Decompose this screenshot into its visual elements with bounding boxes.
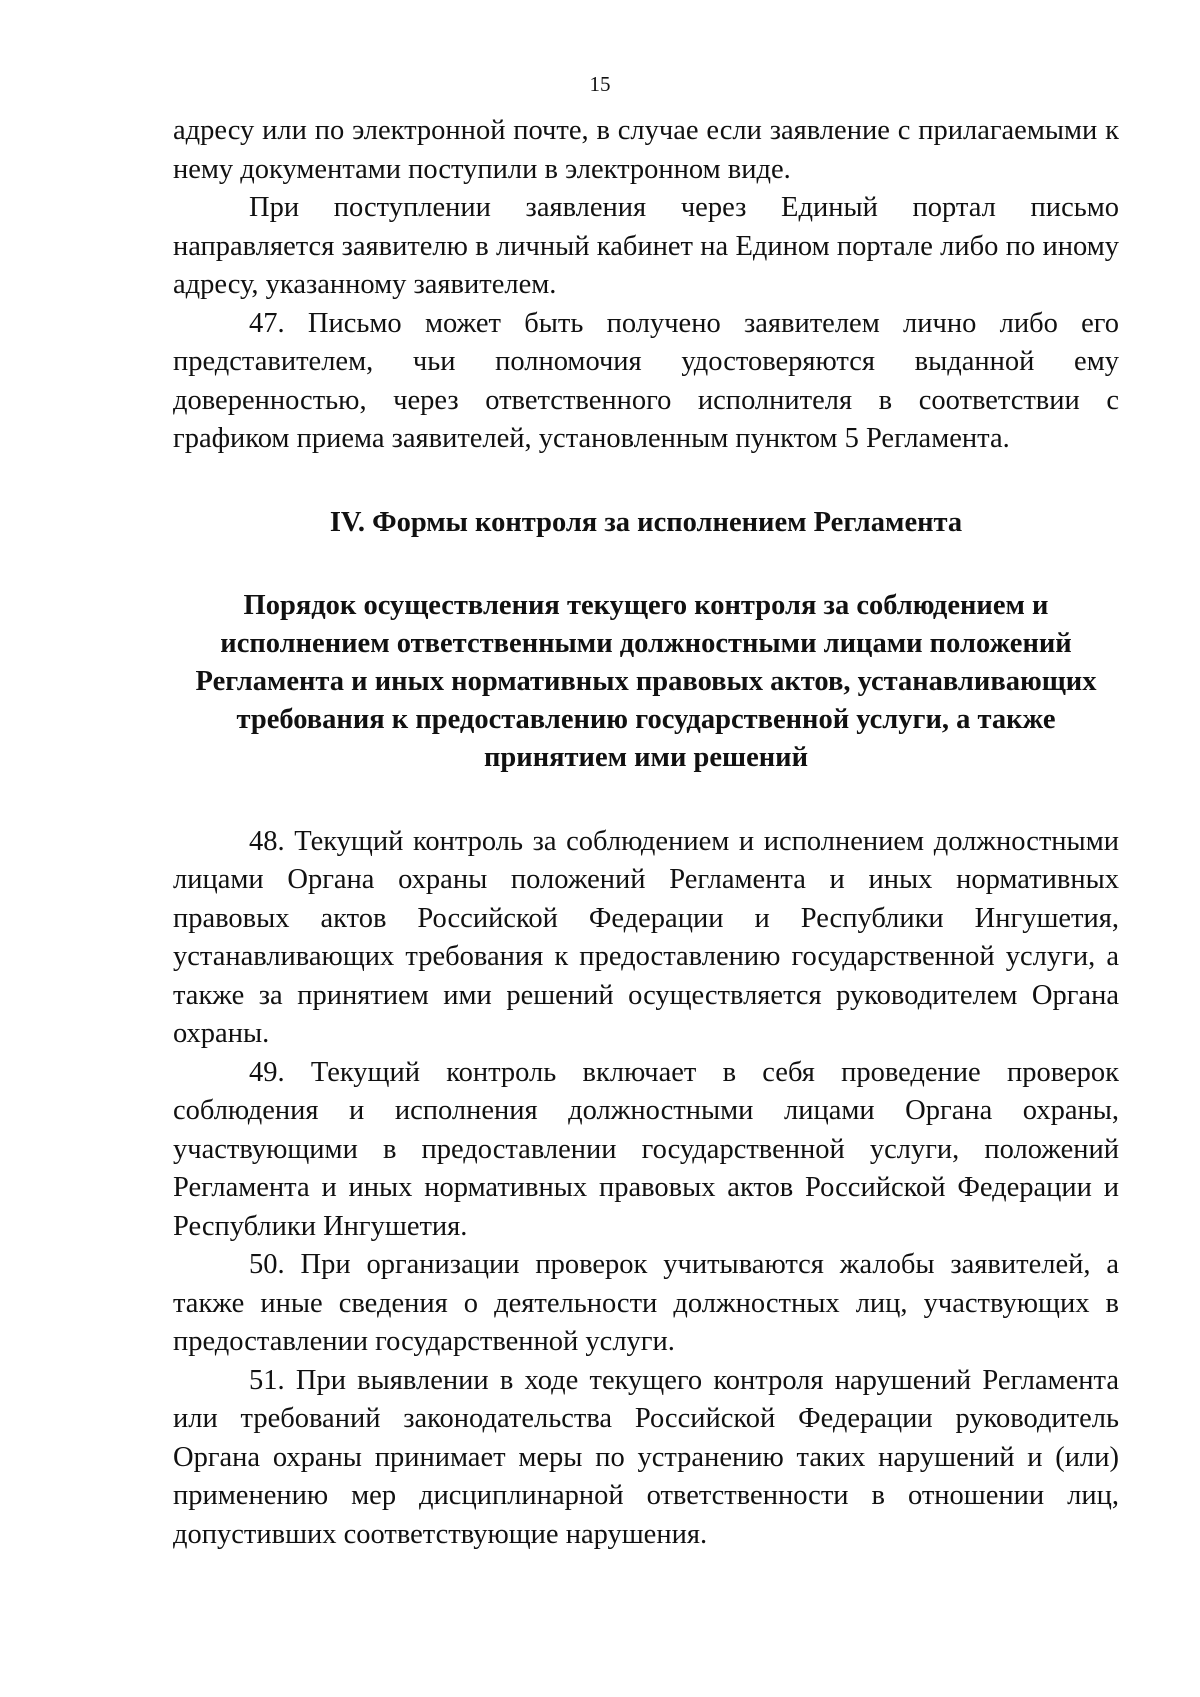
subsection-heading <box>173 587 1119 777</box>
paragraph-48: 48. Текущий контроль за соблюдением и исполнением должностными лицами Органа охраны положений Регламента и иных нормативных правовых актов Российской Федерации и Республики Ингушетия, устанавливающих требования к предоставлению государственной услуги, а также за принятием ими решений осуществляется руководителем Органа охраны. <box>173 825 1119 1049</box>
paragraph-51: 51. При выявлении в ходе текущего контроля нарушений Регламента или требований законодательства Российской Федерации руководитель Органа охраны принимает меры по устранению таких нарушений и (или) применению мер дисциплинарной ответственности в отношении лиц, допустивших соответствующие нарушения. <box>173 1364 1119 1550</box>
paragraph-50: 50. При организации проверок учитываются жалобы заявителей, а также иные сведения о деятельности должностных лиц, участвующих в предоставлении государственной услуги. <box>173 1249 1119 1357</box>
paragraph-continuation: адресу или по электронной почте, в случае если заявление с прилагаемыми к нему документами поступили в электронном виде. <box>173 115 1119 185</box>
paragraph-49: 49. Текущий контроль включает в себя проведение проверок соблюдения и исполнения должностными лицами Органа охраны, участвующими в предоставлении государственной услуги, положений Регламента и иных нормативных правовых актов Российской Федерации и Республики Ингушетия. <box>173 1056 1119 1242</box>
subsection-heading-line: Порядок осуществления текущего контроля за соблюдением и <box>243 589 1049 621</box>
paragraph-single-portal: При поступлении заявления через Единый портал письмо направляется заявителю в личный кабинет на Едином портале либо по иному адресу, указанному заявителем. <box>173 192 1119 300</box>
subsection-heading-line: исполнением ответственными должностными лицами положений <box>220 627 1072 659</box>
document-body <box>173 112 1119 1554</box>
subsection-heading-line: требования к предоставлению государственной услуги, а также <box>236 703 1056 735</box>
paragraph-47: 47. Письмо может быть получено заявителем лично либо его представителем, чьи полномочия удостоверяются выданной ему доверенностью, через ответственного исполнителя в соответствии с графиком приема заявителей, установленным пунктом 5 Регламента. <box>173 307 1119 454</box>
section-heading: IV. Формы контроля за исполнением Регламента <box>329 506 963 538</box>
subsection-heading-line: Регламента и иных нормативных правовых актов, устанавливающих <box>195 665 1097 697</box>
spacer <box>173 777 1119 823</box>
page-number: 15 <box>589 72 611 96</box>
subsection-heading-line: принятием ими решений <box>484 741 808 773</box>
